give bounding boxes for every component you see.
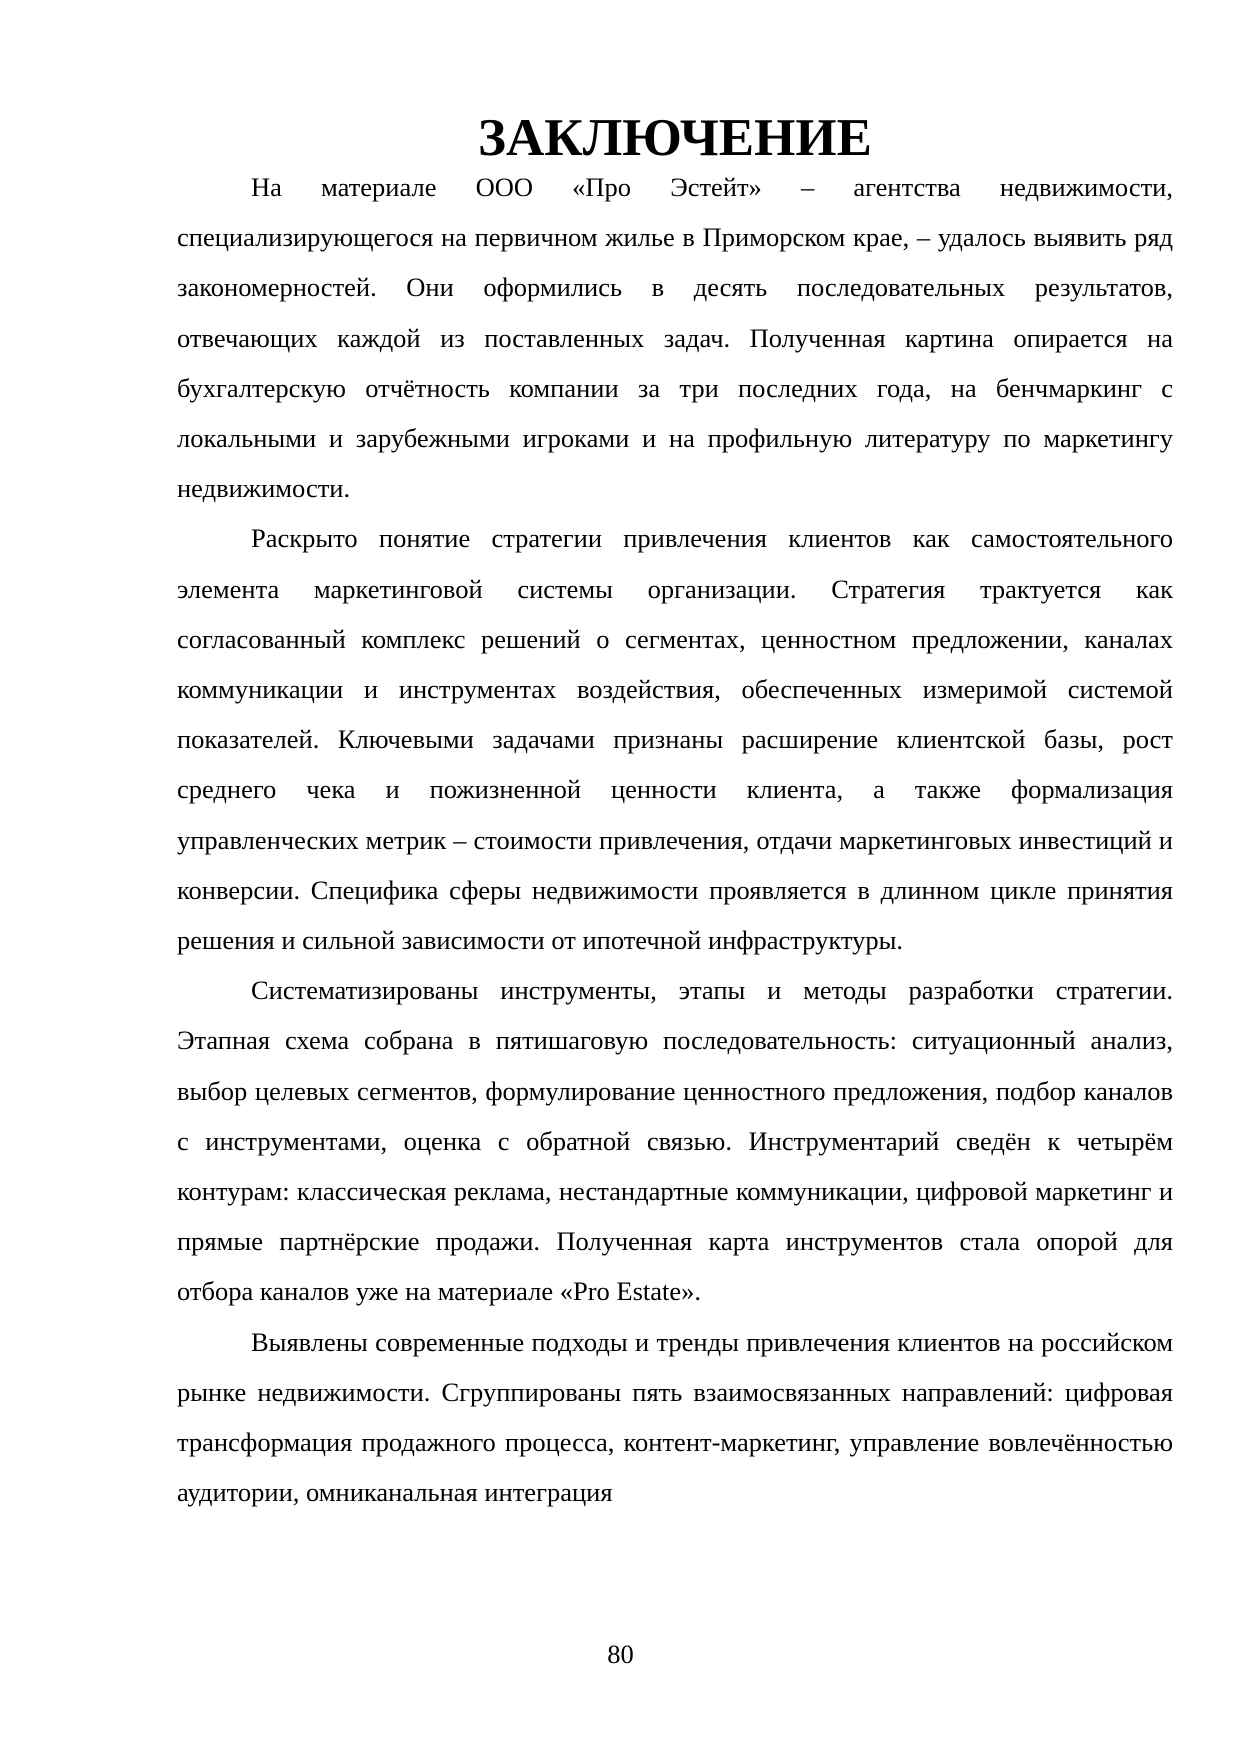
page-number: 80: [607, 1639, 634, 1669]
page-content: [177, 109, 1173, 1517]
paragraph-trends: Выявлены современные подходы и тренды привлечения клиентов на российском рынке недвижимости. Сгруппированы пять взаимосвязанных направлений: цифровая трансформация продажного процесса, контент-маркетинг, управление вовлечённостью аудитории, омниканальная интеграция: [177, 1326, 1173, 1508]
section-title: ЗАКЛЮЧЕНИЕ: [478, 109, 872, 167]
paragraph-strategy-concept: Раскрыто понятие стратегии привлечения клиентов как самостоятельного элемента маркетинговой системы организации. Стратегия трактуется как согласованный комплекс решений о сегментах, ценностном предложении, каналах коммуникации и инструментах воздействия, обеспеченных измеримой системой показателей. Ключевыми задачами признаны расширение клиентской базы, рост среднего чека и пожизненной ценности клиента, а также формализация управленческих метрик – стоимости привлечения, отдачи маркетинговых инвестиций и конверсии. Специфика сферы недвижимости проявляется в длинном цикле принятия решения и сильной зависимости от ипотечной инфраструктуры.: [177, 523, 1173, 956]
paragraph-intro: На материале ООО «Про Эстейт» – агентства недвижимости, специализирующегося на первичном жилье в Приморском крае, – удалось выявить ряд закономерностей. Они оформились в десять последовательных результатов, отвечающих каждой из поставленных задач. Полученная картина опирается на бухгалтерскую отчётность компании за три последних года, на бенчмаркинг с локальными и зарубежными игроками и на профильную литературу по маркетингу недвижимости.: [177, 172, 1173, 504]
paragraph-tools-stages: Систематизированы инструменты, этапы и методы разработки стратегии. Этапная схема собрана в пятишаговую последовательность: ситуационный анализ, выбор целевых сегментов, формулирование ценностного предложения, подбор каналов с инструментами, оценка с обратной связью. Инструментарий сведён к четырём контурам: классическая реклама, нестандартные коммуникации, цифровой маркетинг и прямые партнёрские продажи. Полученная карта инструментов стала опорой для отбора каналов уже на материале «Pro Estate».: [177, 975, 1173, 1307]
